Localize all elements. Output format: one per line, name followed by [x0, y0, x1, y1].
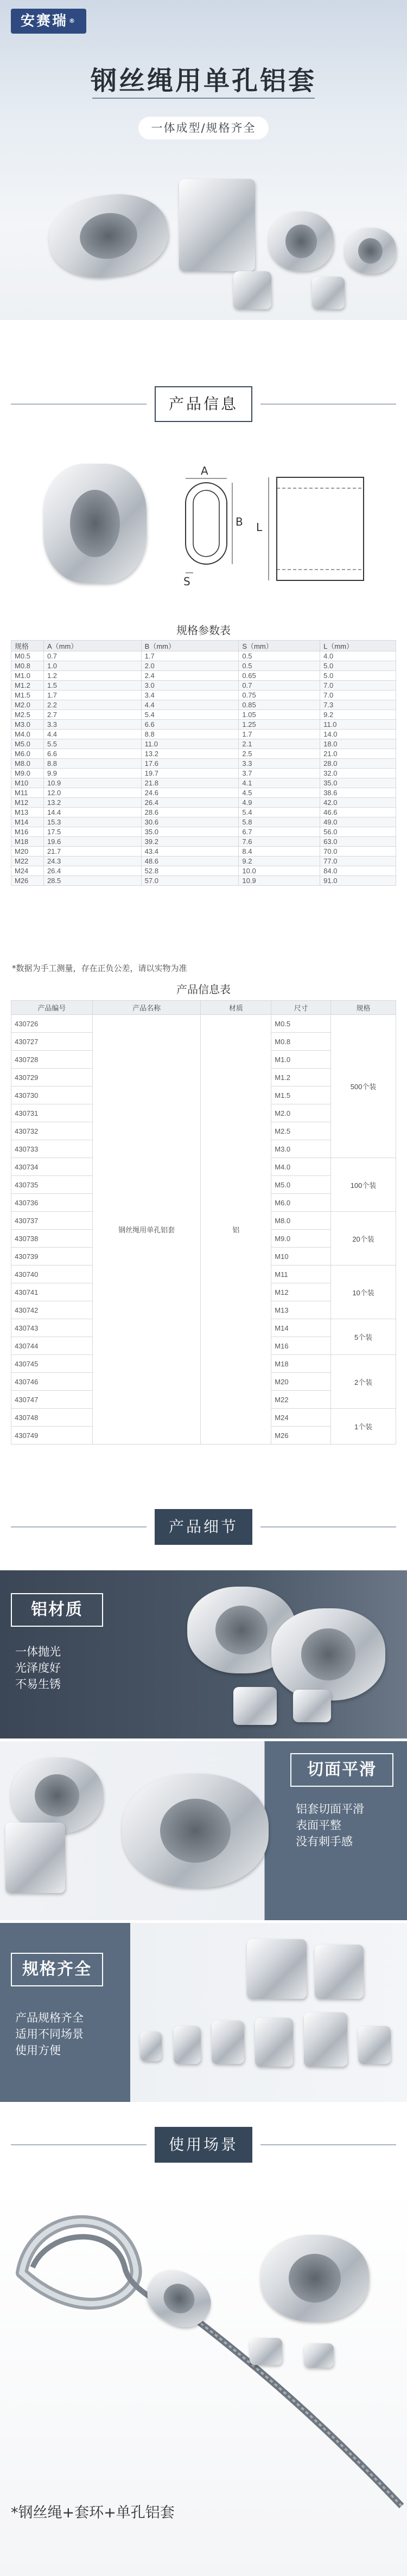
detail-material-sleeve-2: [271, 1608, 385, 1701]
size-cell: M5.0: [271, 1176, 331, 1194]
spec-cell: 13.2: [141, 749, 239, 759]
pack-spec-cell: 10个装: [331, 1265, 396, 1319]
info-header-cell: 材质: [201, 1001, 271, 1015]
product-code-cell: 430731: [11, 1104, 93, 1122]
spec-cell: 21.8: [141, 778, 239, 788]
spec-cell: 0.7: [43, 651, 141, 661]
spec-cell: 19.6: [43, 837, 141, 847]
spec-table-row: [11, 730, 396, 739]
usage-scene: [0, 2186, 407, 2576]
spec-cell: 5.5: [43, 739, 141, 749]
registered-mark: ®: [69, 17, 77, 24]
product-code-cell: 430735: [11, 1176, 93, 1194]
product-code-cell: 430746: [11, 1373, 93, 1391]
size-cell: M22: [271, 1391, 331, 1409]
spec-cell: 7.6: [239, 837, 320, 847]
spec-table-row: [11, 759, 396, 769]
spec-cell: 0.75: [239, 691, 320, 700]
spec-cell: M2.5: [11, 710, 44, 720]
hero-title: 钢丝绳用单孔铝套: [90, 66, 316, 96]
spec-cell: 2.2: [43, 700, 141, 710]
spec-cell: 1.7: [43, 691, 141, 700]
section-heading-product-info: [0, 383, 407, 425]
size-cell: M9.0: [271, 1230, 331, 1248]
size-cell: M10: [271, 1248, 331, 1265]
spec-cell: 13.2: [43, 798, 141, 808]
size-cell: M8.0: [271, 1212, 331, 1230]
detail-spec-sleeve-1: [247, 1939, 307, 1999]
detail-spec-sleeve-4: [174, 2026, 201, 2064]
hero-divider: [92, 98, 315, 99]
spec-table-row: [11, 681, 396, 691]
spec-cell: 10.0: [239, 866, 320, 876]
detail-material-title: 铝材质: [11, 1593, 103, 1627]
spec-cell: 15.3: [43, 817, 141, 827]
spec-cell: 49.0: [320, 817, 396, 827]
spec-cell: 4.4: [141, 700, 239, 710]
info-header-cell: 产品编号: [11, 1001, 93, 1015]
spec-cell: 28.6: [141, 808, 239, 817]
spec-cell: M26: [11, 876, 44, 886]
product-code-cell: 430743: [11, 1319, 93, 1337]
spec-cell: M14: [11, 817, 44, 827]
spec-cell: 0.85: [239, 700, 320, 710]
product-code-cell: 430729: [11, 1069, 93, 1086]
spec-cell: 1.0: [43, 661, 141, 671]
spec-cell: 5.4: [141, 710, 239, 720]
spec-cell: 1.2: [43, 671, 141, 681]
spec-cell: 8.8: [141, 730, 239, 739]
size-cell: M0.8: [271, 1033, 331, 1051]
detail-cut-sleeve-3: [122, 1774, 269, 1888]
sleeve-large-front: [44, 187, 174, 284]
spec-table-row: [11, 700, 396, 710]
product-name-cell: 钢丝绳用单孔铝套: [92, 1015, 201, 1444]
section-heading-product-detail: [0, 1506, 407, 1548]
size-cell: M2.5: [271, 1122, 331, 1140]
spec-cell: 1.5: [43, 681, 141, 691]
spec-cell: 2.1: [239, 739, 320, 749]
info-table-header: [11, 1001, 396, 1015]
spec-cell: 3.7: [239, 769, 320, 778]
spec-table: [11, 640, 396, 886]
spec-cell: 1.7: [239, 730, 320, 739]
spec-header-cell: B（mm）: [141, 641, 239, 651]
spec-cell: M0.8: [11, 661, 44, 671]
spec-cell: 48.6: [141, 856, 239, 866]
detail-material-sleeve-4: [293, 1690, 331, 1722]
size-cell: M18: [271, 1355, 331, 1373]
spec-cell: M13: [11, 808, 44, 817]
size-cell: M6.0: [271, 1194, 331, 1212]
size-cell: M26: [271, 1427, 331, 1444]
spec-cell: 52.8: [141, 866, 239, 876]
product-code-cell: 430737: [11, 1212, 93, 1230]
pack-spec-cell: 100个装: [331, 1158, 396, 1212]
spec-cell: M16: [11, 827, 44, 837]
spec-table-row: [11, 749, 396, 759]
product-code-cell: 430745: [11, 1355, 93, 1373]
spec-table-row: [11, 876, 396, 886]
spec-cell: M0.5: [11, 651, 44, 661]
brand-logo: [11, 9, 86, 34]
spec-cell: 3.0: [141, 681, 239, 691]
section-heading-usage: [0, 2124, 407, 2166]
spec-header-cell: S（mm）: [239, 641, 320, 651]
spec-table-row: [11, 798, 396, 808]
spec-cell: 3.3: [43, 720, 141, 730]
spec-cell: 46.6: [320, 808, 396, 817]
spec-cell: M3.0: [11, 720, 44, 730]
spec-cell: 28.0: [320, 759, 396, 769]
usage-caption: *钢丝绳+套环+单孔铝套: [11, 2504, 175, 2521]
product-code-cell: 430727: [11, 1033, 93, 1051]
spec-cell: M5.0: [11, 739, 44, 749]
spec-table-row: [11, 866, 396, 876]
product-code-cell: 430736: [11, 1194, 93, 1212]
product-code-cell: 430733: [11, 1140, 93, 1158]
sleeve-large-back: [179, 179, 255, 271]
spec-cell: 21.0: [320, 749, 396, 759]
pack-spec-cell: 500个装: [331, 1015, 396, 1158]
product-code-cell: 430734: [11, 1158, 93, 1176]
detail-spec-sleeve-3: [140, 2031, 162, 2061]
product-code-cell: 430748: [11, 1409, 93, 1427]
usage-illustration: [0, 2186, 407, 2511]
spec-table-caption: 规格参数表: [176, 624, 231, 637]
size-cell: M1.2: [271, 1069, 331, 1086]
spec-cell: 30.6: [141, 817, 239, 827]
sleeve-small-2: [312, 277, 345, 309]
product-code-cell: 430732: [11, 1122, 93, 1140]
spec-cell: 14.4: [43, 808, 141, 817]
pack-spec-cell: 1个装: [331, 1409, 396, 1444]
size-cell: M11: [271, 1265, 331, 1283]
spec-cell: 17.5: [43, 827, 141, 837]
spec-cell: 2.5: [239, 749, 320, 759]
spec-cell: 35.0: [141, 827, 239, 837]
spec-cell: 42.0: [320, 798, 396, 808]
size-cell: M1.0: [271, 1051, 331, 1069]
spec-cell: M2.0: [11, 700, 44, 710]
sleeve-small: [233, 271, 271, 309]
detail-material-sleeve-3: [233, 1687, 277, 1725]
detail-spec-sleeve-7: [304, 2012, 347, 2067]
spec-cell: M1.2: [11, 681, 44, 691]
info-header-cell: 尺寸: [271, 1001, 331, 1015]
spec-cell: 0.5: [239, 651, 320, 661]
size-cell: M2.0: [271, 1104, 331, 1122]
detail-cut-desc: 铝套切面平滑 表面平整 没有刺手感: [296, 1802, 364, 1848]
spec-cell: 6.6: [141, 720, 239, 730]
product-code-cell: 430739: [11, 1248, 93, 1265]
spec-cell: 9.2: [320, 710, 396, 720]
product-code-cell: 430738: [11, 1230, 93, 1248]
spec-cell: M12: [11, 798, 44, 808]
sleeve-medium: [269, 212, 334, 271]
size-cell: M0.5: [271, 1015, 331, 1033]
spec-cell: M18: [11, 837, 44, 847]
info-header-cell: 产品名称: [92, 1001, 201, 1015]
spec-cell: 38.6: [320, 788, 396, 798]
spec-cell: 7.3: [320, 700, 396, 710]
spec-cell: 0.5: [239, 661, 320, 671]
spec-cell: 9.9: [43, 769, 141, 778]
spec-table-row: [11, 808, 396, 817]
spec-cell: 6.6: [43, 749, 141, 759]
usage-sleeve-small-1: [250, 2338, 282, 2365]
spec-table-row: [11, 739, 396, 749]
spec-cell: 5.8: [239, 817, 320, 827]
spec-cell: 2.0: [141, 661, 239, 671]
product-code-cell: 430747: [11, 1391, 93, 1409]
spec-cell: 32.0: [320, 769, 396, 778]
spec-cell: 77.0: [320, 856, 396, 866]
spec-cell: 35.0: [320, 778, 396, 788]
spec-cell: 56.0: [320, 827, 396, 837]
spec-cell: M1.0: [11, 671, 44, 681]
size-cell: M20: [271, 1373, 331, 1391]
spec-cell: 2.4: [141, 671, 239, 681]
spec-cell: 18.0: [320, 739, 396, 749]
size-cell: M12: [271, 1283, 331, 1301]
size-cell: M3.0: [271, 1140, 331, 1158]
hero-subtitle: 一体成型/规格齐全: [138, 117, 269, 139]
spec-header-cell: L（mm）: [320, 641, 396, 651]
product-code-cell: 430749: [11, 1427, 93, 1444]
spec-table-row: [11, 837, 396, 847]
spec-note: *数据为手工测量，存在正负公差，请以实物为准: [12, 963, 187, 973]
spec-cell: 21.7: [43, 847, 141, 856]
detail-material: [0, 1570, 407, 1738]
detail-spec-sleeve-6: [255, 2018, 293, 2067]
spec-cell: 0.7: [239, 681, 320, 691]
spec-cell: M10: [11, 778, 44, 788]
spec-cell: 91.0: [320, 876, 396, 886]
spec-header-cell: 规格: [11, 641, 44, 651]
spec-cell: 24.3: [43, 856, 141, 866]
info-table: [11, 1000, 396, 1444]
spec-cell: M9.0: [11, 769, 44, 778]
brand-logo-text: 安赛瑞: [21, 13, 68, 29]
detail-spec-desc: 产品规格齐全 适用不同场景 使用方便: [15, 2011, 84, 2057]
spec-cell: 2.7: [43, 710, 141, 720]
dimension-label-s: S: [183, 575, 190, 588]
spec-cell: 9.2: [239, 856, 320, 866]
spec-cell: 26.4: [43, 866, 141, 876]
sleeve-medium-right: [345, 228, 396, 274]
spec-cell: 39.2: [141, 837, 239, 847]
spec-table-row: [11, 651, 396, 661]
section-title: 产品信息: [155, 386, 252, 422]
detail-spec-title: 规格齐全: [11, 1953, 103, 1986]
detail-cut-title: 切面平滑: [290, 1753, 393, 1787]
spec-table-row: [11, 769, 396, 778]
hero-banner: [0, 0, 407, 320]
spec-cell: 5.4: [239, 808, 320, 817]
spec-cell: 5.0: [320, 661, 396, 671]
product-code-cell: 430730: [11, 1086, 93, 1104]
info-header-cell: 规格: [331, 1001, 396, 1015]
info-table-caption: 产品信息表: [176, 983, 231, 996]
spec-cell: M8.0: [11, 759, 44, 769]
spec-cell: M6.0: [11, 749, 44, 759]
section-title: 产品细节: [155, 1509, 252, 1545]
dimension-label-l: L: [256, 521, 263, 534]
detail-cut-sleeve-1: [11, 1757, 103, 1833]
dimension-drawing: [174, 466, 396, 597]
size-cell: M4.0: [271, 1158, 331, 1176]
detail-spec-sleeve-8: [358, 2026, 391, 2064]
spec-cell: M1.5: [11, 691, 44, 700]
spec-cell: 28.5: [43, 876, 141, 886]
spec-cell: M4.0: [11, 730, 44, 739]
spec-table-row: [11, 691, 396, 700]
spec-table-row: [11, 778, 396, 788]
spec-cell: 1.7: [141, 651, 239, 661]
spec-cell: 4.5: [239, 788, 320, 798]
spec-cell: 1.25: [239, 720, 320, 730]
spec-table-row: [11, 720, 396, 730]
spec-table-row: [11, 856, 396, 866]
spec-cell: 19.7: [141, 769, 239, 778]
spec-cell: 11.0: [141, 739, 239, 749]
spec-table-row: [11, 847, 396, 856]
size-cell: M14: [271, 1319, 331, 1337]
section-title: 使用场景: [155, 2127, 252, 2163]
product-photo-sleeve: [43, 464, 147, 583]
size-cell: M24: [271, 1409, 331, 1427]
spec-cell: 8.8: [43, 759, 141, 769]
spec-table-header: [11, 641, 396, 651]
spec-cell: 8.4: [239, 847, 320, 856]
material-cell: 铝: [201, 1015, 271, 1444]
size-cell: M13: [271, 1301, 331, 1319]
detail-spec-sleeve-2: [315, 1945, 364, 1999]
spec-header-cell: A（mm）: [43, 641, 141, 651]
product-code-cell: 430740: [11, 1265, 93, 1283]
product-code-cell: 430742: [11, 1301, 93, 1319]
spec-table-row: [11, 710, 396, 720]
product-code-cell: 430744: [11, 1337, 93, 1355]
detail-cut-sleeve-2: [5, 1823, 65, 1893]
spec-cell: 11.0: [320, 720, 396, 730]
spec-table-row: [11, 671, 396, 681]
spec-cell: 4.9: [239, 798, 320, 808]
spec-cell: M11: [11, 788, 44, 798]
spec-cell: 43.4: [141, 847, 239, 856]
spec-cell: 14.0: [320, 730, 396, 739]
spec-cell: 17.6: [141, 759, 239, 769]
spec-table-row: [11, 827, 396, 837]
usage-sleeve-small-2: [304, 2343, 334, 2368]
spec-cell: 7.0: [320, 691, 396, 700]
spec-cell: M22: [11, 856, 44, 866]
spec-cell: 63.0: [320, 837, 396, 847]
spec-cell: 26.4: [141, 798, 239, 808]
size-cell: M1.5: [271, 1086, 331, 1104]
spec-cell: 0.65: [239, 671, 320, 681]
detail-material-desc: 一体抛光 光泽度好 不易生锈: [15, 1645, 61, 1691]
spec-cell: 1.05: [239, 710, 320, 720]
spec-cell: 6.7: [239, 827, 320, 837]
spec-cell: 3.3: [239, 759, 320, 769]
spec-cell: 10.9: [239, 876, 320, 886]
size-cell: M16: [271, 1337, 331, 1355]
spec-cell: 84.0: [320, 866, 396, 876]
spec-table-row: [11, 661, 396, 671]
detail-spec-sleeve-5: [212, 2021, 244, 2064]
detail-spec: [0, 1923, 407, 2102]
spec-cell: 4.1: [239, 778, 320, 788]
dimension-label-a: A: [201, 464, 208, 477]
spec-cell: M20: [11, 847, 44, 856]
detail-cut: [0, 1741, 407, 1920]
spec-cell: 7.0: [320, 681, 396, 691]
spec-table-row: [11, 817, 396, 827]
product-code-cell: 430726: [11, 1015, 93, 1033]
spec-cell: M24: [11, 866, 44, 876]
spec-cell: 57.0: [141, 876, 239, 886]
pack-spec-cell: 2个装: [331, 1355, 396, 1409]
spec-cell: 3.4: [141, 691, 239, 700]
product-code-cell: 430728: [11, 1051, 93, 1069]
pack-spec-cell: 5个装: [331, 1319, 396, 1355]
spec-cell: 24.6: [141, 788, 239, 798]
spec-cell: 4.0: [320, 651, 396, 661]
spec-cell: 70.0: [320, 847, 396, 856]
info-table-row: [11, 1015, 396, 1033]
spec-cell: 10.9: [43, 778, 141, 788]
spec-table-row: [11, 788, 396, 798]
product-code-cell: 430741: [11, 1283, 93, 1301]
usage-sleeve-large: [260, 2235, 369, 2322]
dimension-label-b: B: [236, 515, 243, 528]
pack-spec-cell: 20个装: [331, 1212, 396, 1265]
spec-cell: 12.0: [43, 788, 141, 798]
spec-cell: 4.4: [43, 730, 141, 739]
spec-cell: 5.0: [320, 671, 396, 681]
